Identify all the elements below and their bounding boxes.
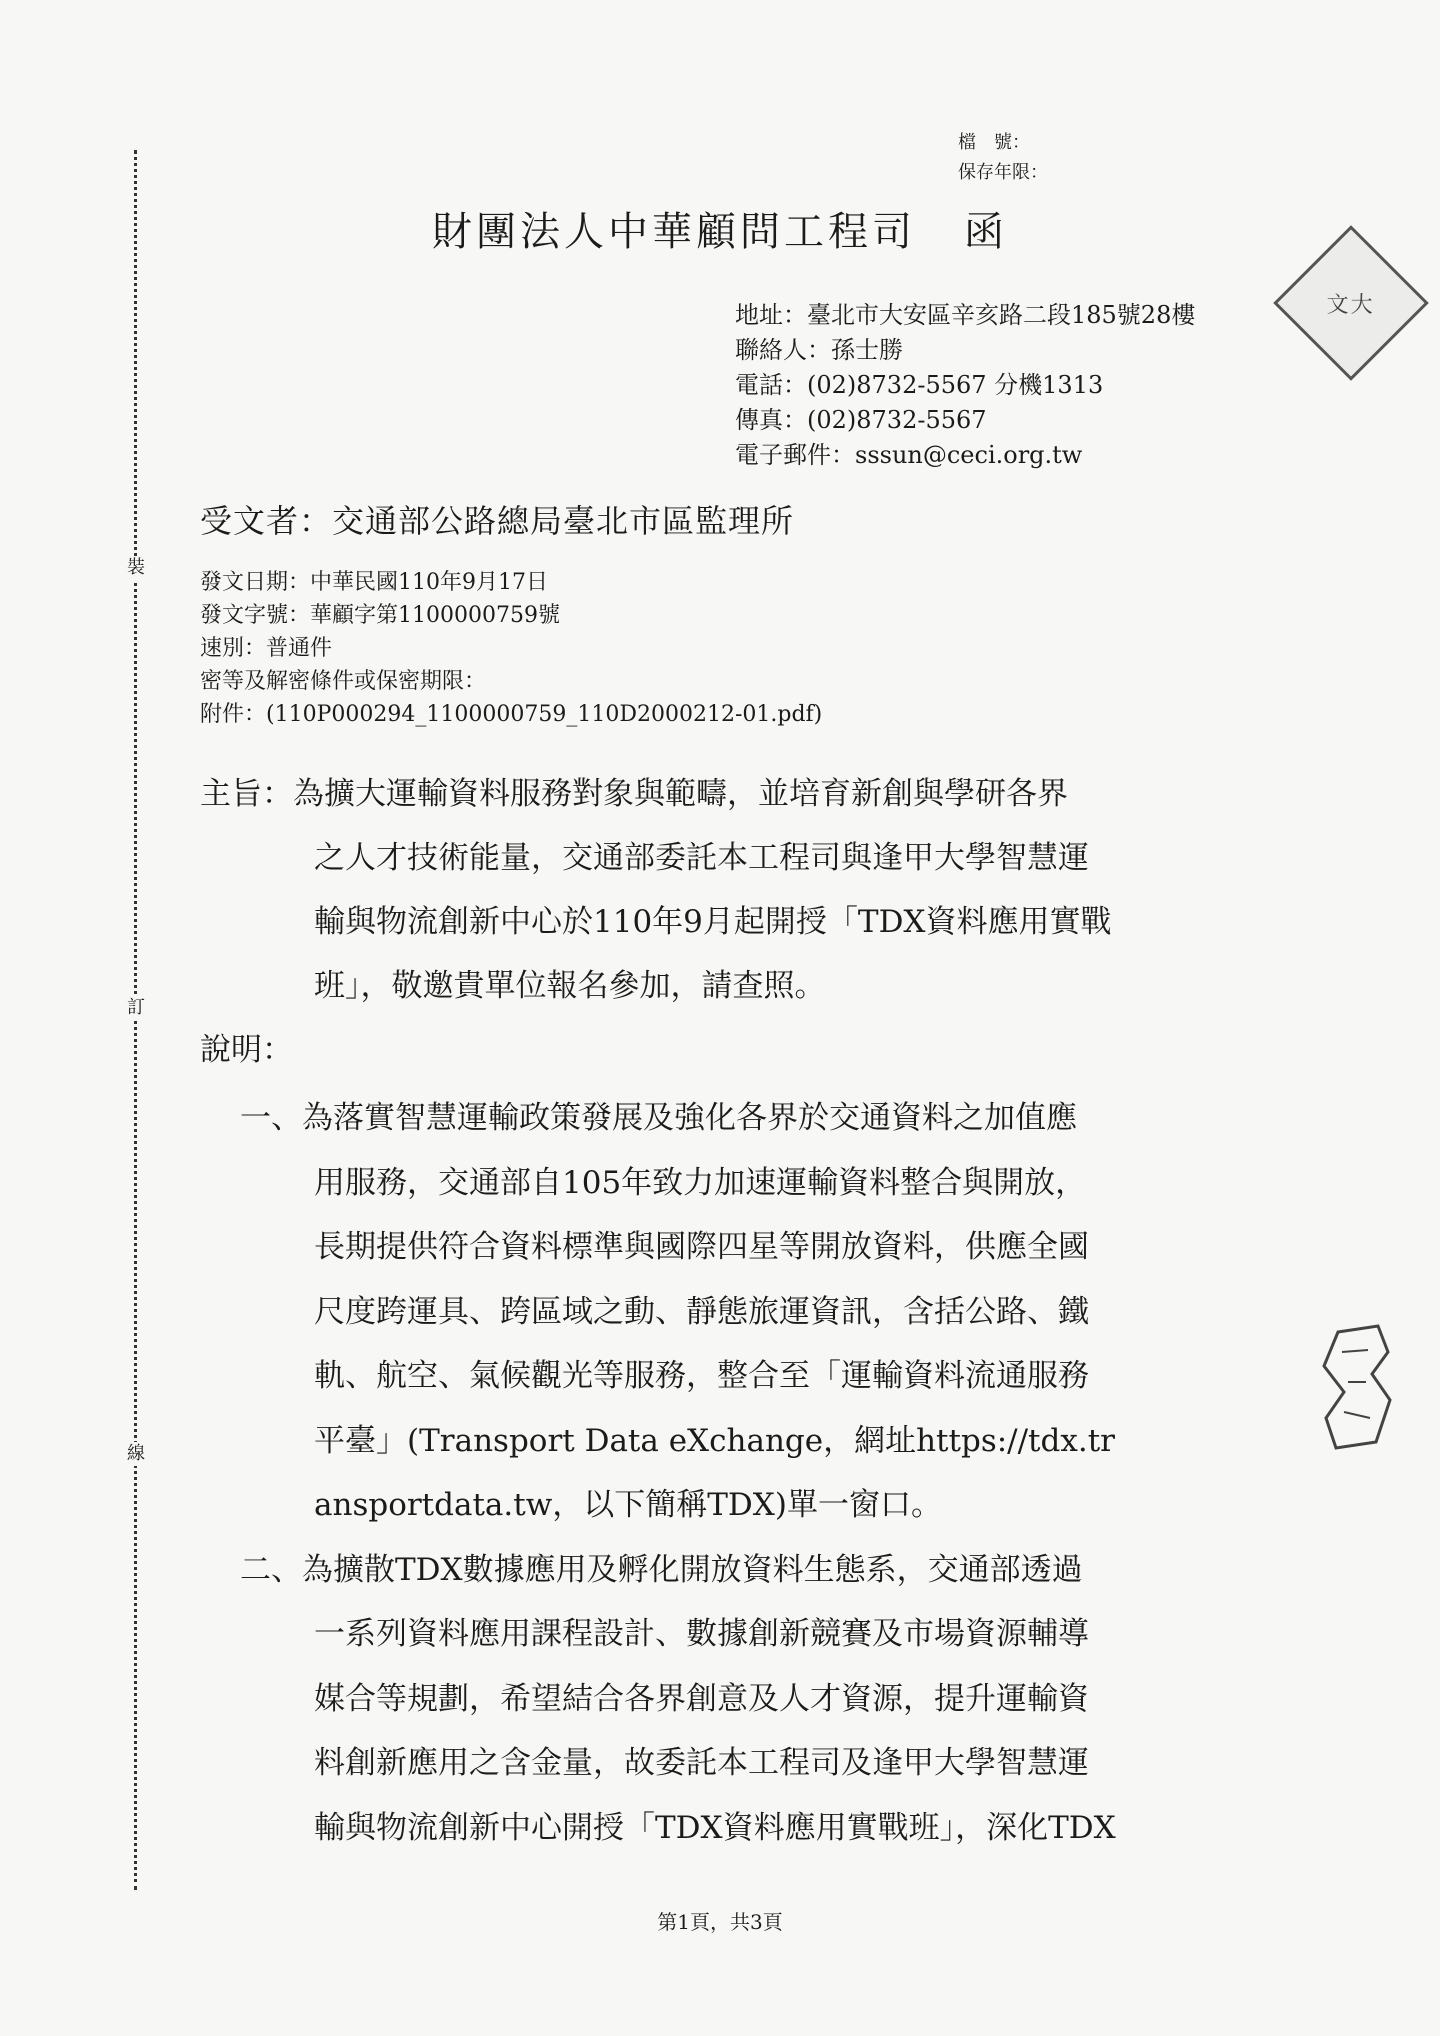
retention-label: 保存年限： <box>958 162 1048 183</box>
binding-char-zhuang: 裝 <box>124 556 148 580</box>
issue-meta <box>200 566 822 731</box>
file-number-label: 檔 號： <box>958 132 1030 153</box>
item2-line: 輸與物流創新中心開授「TDX資料應用實戰班」，深化TDX <box>314 1809 1116 1846</box>
attachment: 附件：(110P000294_1100000759_110D2000212-01.pdf) <box>200 702 823 727</box>
fax: 傳真：(02)8732-5567 <box>735 406 987 434</box>
binding-char-ding: 訂 <box>124 996 148 1020</box>
binding-line <box>134 150 137 1890</box>
file-meta <box>958 128 1048 188</box>
page-footer: 第1頁，共3頁 <box>657 1910 783 1934</box>
item2-line: 料創新應用之含金量，故委託本工程司及逢甲大學智慧運 <box>314 1745 1089 1781</box>
gist-line: 輸與物流創新中心於110年9月起開授「TDX資料應用實戰 <box>314 904 1112 940</box>
item1-line: 長期提供符合資料標準與國際四星等開放資料，供應全國 <box>314 1229 1089 1265</box>
phone: 電話：(02)8732-5567 分機1313 <box>735 371 1104 399</box>
document-title <box>0 200 1440 257</box>
perforation-mark-icon <box>1318 1322 1396 1452</box>
item1-line: 一、為落實智慧運輸政策發展及強化各界於交通資料之加值應 <box>240 1100 1077 1136</box>
gist-line: 班」，敬邀貴單位報名參加，請查照。 <box>314 968 826 1004</box>
document-number: 發文字號：華顧字第1100000759號 <box>200 603 560 628</box>
recipient: 受文者：交通部公路總局臺北市區監理所 <box>200 502 795 540</box>
speed-class: 速別：普通件 <box>200 636 333 661</box>
secrecy-level: 密等及解密條件或保密期限： <box>200 669 487 694</box>
item1-line: 平臺」(Transport Data eXchange，網址https://tdx.tr <box>314 1422 1115 1459</box>
gist-section <box>200 762 1112 1018</box>
email: 電子郵件：sssun@ceci.org.tw <box>735 441 1083 469</box>
binding-char-xian: 線 <box>124 1442 148 1466</box>
item2-line: 二、為擴散TDX數據應用及孵化開放資料生態系，交通部透過 <box>240 1551 1083 1588</box>
item2-line: 一系列資料應用課程設計、數據創新競賽及市場資源輔導 <box>314 1616 1089 1652</box>
item1-line: ansportdata.tw，以下簡稱TDX)單一窗口。 <box>314 1487 942 1523</box>
issue-date: 發文日期：中華民國110年9月17日 <box>200 570 548 595</box>
item2-line: 媒合等規劃，希望結合各界創意及人才資源，提升運輸資 <box>314 1680 1089 1717</box>
item1-line: 軌、航空、氣候觀光等服務，整合至「運輸資料流通服務 <box>314 1358 1089 1394</box>
explanation-label: 說明： <box>200 1032 293 1068</box>
contact-person: 聯絡人：孫士勝 <box>735 336 903 364</box>
item1-line: 用服務，交通部自105年致力加速運輸資料整合與開放， <box>314 1164 1087 1201</box>
address: 地址：臺北市大安區辛亥路二段185號28樓 <box>735 301 1196 329</box>
issuer-name: 財團法人中華顧問工程司 <box>432 209 916 255</box>
doc-type: 函 <box>964 209 1008 255</box>
gist-line: 之人才技術能量，交通部委託本工程司與逢甲大學智慧運 <box>314 840 1089 876</box>
gist-line: 主旨：為擴大運輸資料服務對象與範疇，並培育新創與學研各界 <box>200 776 1068 812</box>
stamp-seal-text: 文大 <box>1326 292 1376 318</box>
item1-line: 尺度跨運具、跨區域之動、靜態旅運資訊，含括公路、鐵 <box>314 1293 1089 1330</box>
explanation-items <box>240 1086 1116 1860</box>
contact-block <box>735 298 1195 473</box>
